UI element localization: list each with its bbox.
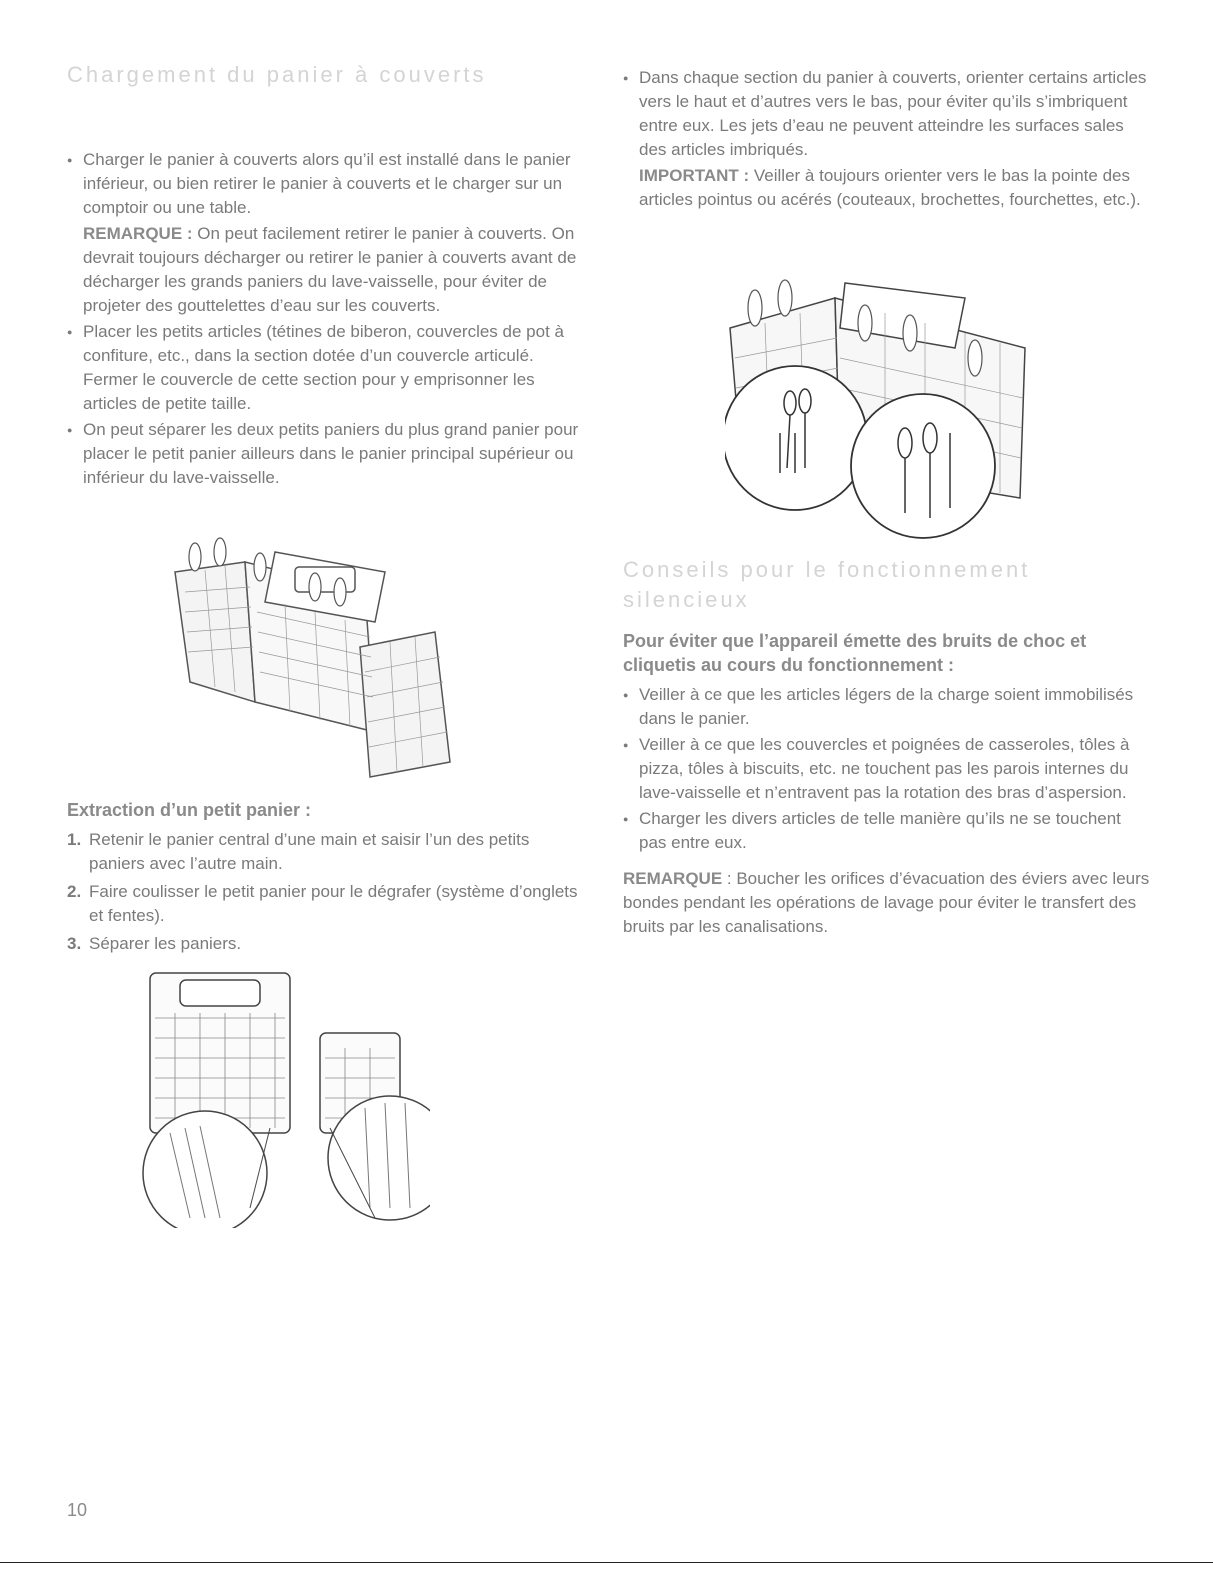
note-label: REMARQUE :	[83, 224, 193, 243]
bullet-icon: ●	[623, 690, 629, 700]
bullet-icon: ●	[623, 814, 629, 824]
drain-note: REMARQUE : Boucher les orifices d’évacuation des éviers avec leurs bondes pendant les opérations de lavage pour éviter le transfert des bruits par les canalisations.	[623, 869, 1150, 936]
extraction-step: 2. Faire coulisser le petit panier pour le dégrafer (système d’onglets et fentes).	[67, 882, 578, 925]
loaded-basket-illustration	[725, 268, 1035, 540]
bullet-icon: ●	[623, 73, 629, 83]
bullet-orient-items: ● Dans chaque section du panier à couverts, orienter certains articles vers le haut et d’autres vers le bas, pour éviter qu’ils s’imbriquent entre eux. Les jets d’eau ne peuvent atteindre les surfaces sales des articles imbriqués.	[623, 68, 1147, 159]
extraction-section	[67, 798, 587, 960]
note-label: REMARQUE	[623, 869, 723, 888]
faded-section-heading: Conseils pour le fonctionnement silencieux	[623, 557, 1031, 612]
important-note: IMPORTANT : Veiller à toujours orienter vers le bas la pointe des articles pointus ou acérés (couteaux, brochettes, fourchettes, etc.).	[639, 166, 1141, 209]
faded-section-heading: Chargement du panier à couverts	[67, 62, 487, 87]
noise-bullet: ● Veiller à ce que les articles légers de la charge soient immobilisés dans le panier.	[623, 685, 1134, 728]
bullet-icon: ●	[623, 740, 629, 750]
noise-bullet: ● Veiller à ce que les couvercles et poignées de casseroles, tôles à pizza, tôles à biscuits, etc. ne touchent pas les parois internes du lave-vaisselle et n’entravent pas la rotation des bras d’aspersion.	[623, 735, 1130, 802]
bullet-icon: ●	[67, 425, 73, 435]
extraction-step: 1. Retenir le panier central d’une main et saisir l’un des petits paniers avec l’autre main.	[67, 830, 530, 873]
noise-heading: Pour éviter que l’appareil émette des bruits de choc et cliquetis au cours du fonctionnement :	[623, 631, 1087, 675]
note-remove-basket: REMARQUE : On peut facilement retirer le panier à couverts. On devrait toujours décharger ou retirer le panier à couverts avant de décharger les grands paniers du lave-vaisselle, pour éviter de projeter des gouttelettes d’eau sur les couverts.	[83, 224, 577, 315]
bullet-separate-baskets: ● On peut séparer les deux petits paniers du plus grand panier pour placer le petit panier ailleurs dans le panier principal supérieur ou inférieur du lave-vaisselle.	[67, 420, 579, 487]
footer-rule	[0, 1562, 1213, 1563]
left-column	[67, 60, 587, 492]
quiet-operation-section	[623, 555, 1153, 939]
noise-bullet: ● Charger les divers articles de telle manière qu’ils ne se touchent pas entre eux.	[623, 809, 1121, 852]
extraction-heading: Extraction d’un petit panier :	[67, 800, 312, 820]
page-number: 10	[67, 1500, 88, 1520]
basket-separated-illustration	[165, 532, 465, 792]
basket-clip-illustration	[130, 968, 430, 1228]
bullet-small-items: ● Placer les petits articles (tétines de biberon, couvercles de pot à confiture, etc., dans la section dotée d’un couvercle articulé. Fermer le couvercle de cette section pour y emprisonner les articles de petite taille.	[67, 322, 564, 413]
right-column	[623, 66, 1153, 214]
bullet-load-basket: ● Charger le panier à couverts alors qu’il est installé dans le panier inférieur, ou bien retirer le panier à couverts et le charger sur un comptoir ou une table.	[67, 150, 571, 217]
bullet-icon: ●	[67, 327, 73, 337]
important-label: IMPORTANT :	[639, 166, 750, 185]
extraction-step: 3. Séparer les paniers.	[67, 934, 242, 953]
bullet-icon: ●	[67, 155, 73, 165]
